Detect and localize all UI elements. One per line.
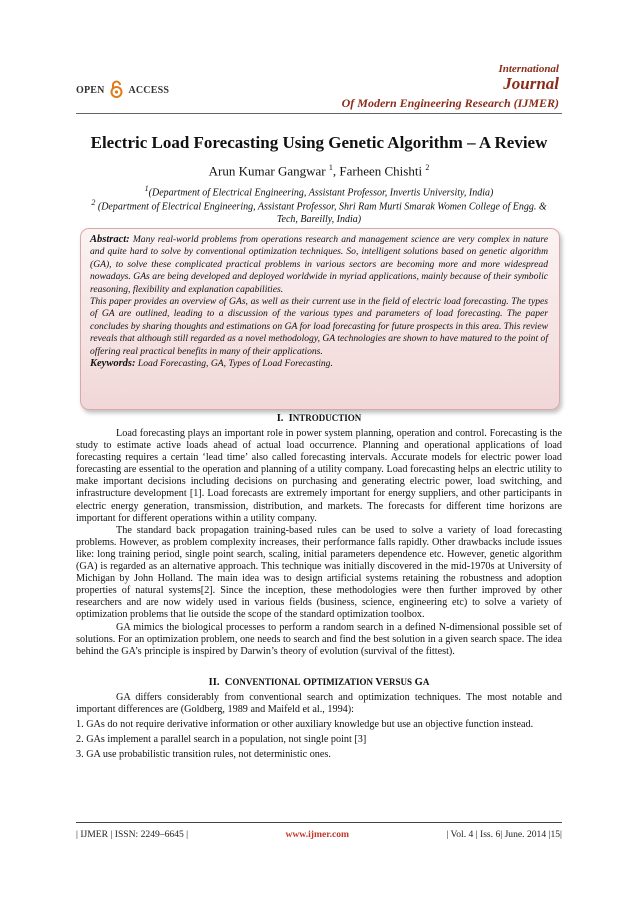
section-1-body <box>76 428 562 658</box>
section-1-cap: I <box>288 413 293 424</box>
open-access-logo <box>76 80 169 101</box>
author-2-sup: 2 <box>425 163 430 172</box>
s2-list-item-3: 3. GA use probabilistic transition rules, not deterministic ones. <box>76 749 331 761</box>
author-2: , Farheen Chishti <box>332 163 426 179</box>
s2-cap-3: V <box>375 677 384 688</box>
s1-paragraph-1: Load forecasting plays an important role in power system planning, operation and control. Forecasting is the study to estimate active loads ahead of actual load occurrence. Planning and operational applications of load forecasting requires a certain ‘lead time’ also called forecasting intervals. Accurate models for electric power load forecasting are essential to the operation and planning of a utility company. Load forecasting helps an electric utility to make important decisions including decisions on purchasing and generating electric power, load switching, and infrastructure development [1]. Load forecasts are extremely important for energy suppliers, and other participants in electric energy generation, transmission, distribution, and markets. The forecasts for different time horizons are important for different operations within a utility company. <box>76 428 562 524</box>
footer-divider <box>76 822 562 823</box>
footer-volume: | Vol. 4 | Iss. 6| June. 2014 |15| <box>446 829 562 840</box>
s2-cap-2: O <box>302 677 312 688</box>
journal-subtitle: Of Modern Engineering Research (IJMER) <box>341 96 559 110</box>
s2-word-3: ERSUS <box>383 677 413 687</box>
paper-title: Electric Load Forecasting Using Genetic Algorithm – A Review <box>90 133 548 152</box>
journal-title: Journal <box>503 74 559 93</box>
s2-cap-4: G <box>414 677 423 688</box>
footer-website-link[interactable]: www.ijmer.com <box>285 829 350 840</box>
section-2-heading <box>76 677 562 688</box>
s2-word-2: PTIMIZATION <box>311 677 373 687</box>
s2-word-4: A <box>422 677 430 687</box>
section-1-title: NTRODUCTION <box>292 413 362 423</box>
section-1-heading <box>76 413 562 424</box>
section-2-num: II. <box>208 677 220 688</box>
s1-paragraph-2: The standard back propagation training-based rules can be used to solve a variety of load forecasting problems. However, as problem complexity increases, their performance falls rapidly. Other drawbacks include issues like: long training period, single point search, scaling, initial parameters dependence etc. However, genetic algorithm (GA) is regarded as an alternative approach. This technique was initially discovered in the mid-1970s at University of Michigan by John Holland. The main idea was to design artificial systems retaining the robustness and adoption properties of natural systems[2]. Since the inception, these methodologies were then further improved by other researchers and are now widely used in various fields (business, science, engineering etc) to solve a variety of optimization problems that lie outside the scope of the standard optimization toolbox. <box>76 524 562 621</box>
aff1-sup: 1 <box>144 184 149 193</box>
aff2-text: (Department of Electrical Engineering, Assistant Professor, Shri Ram Murti Smarak Women College of Engg. & Tech, Bareilly, India) <box>95 201 547 226</box>
open-label: OPEN <box>76 84 105 96</box>
access-label: ACCESS <box>128 84 170 96</box>
abstract-label: Abstract: <box>90 234 130 245</box>
s2-list-item-2: 2. GAs implement a parallel search in a population, not single point [3] <box>76 734 367 746</box>
abstract-para-1 <box>90 234 548 296</box>
keywords-label: Keywords: <box>90 358 136 370</box>
aff2-sup: 2 <box>91 198 96 207</box>
s2-word-1: ONVENTIONAL <box>232 677 301 687</box>
aff1-text: (Department of Electrical Engineering, Assistant Professor, Invertis University, India) <box>148 187 494 199</box>
author-1: Arun Kumar Gangwar <box>208 163 329 179</box>
header-divider <box>76 113 562 114</box>
s2-cap-1: C <box>224 677 233 688</box>
section-2-body <box>76 692 562 761</box>
author-line <box>60 163 578 179</box>
open-lock-icon <box>110 80 123 101</box>
s2-list-item-1: 1. GAs do not require derivative information or other auxiliary knowledge but use an objective function instead. <box>76 719 534 731</box>
s1-paragraph-3: GA mimics the biological processes to perform a random search in a defined N-dimensional possible set of solutions. For an optimization problem, one needs to search and find the best solution in a given search space. The idea behind the GA’s principle is inspired by Darwin’s theory of evolution (survival of the fittest). <box>76 621 562 657</box>
s2-paragraph-1: GA differs considerably from conventional search and optimization techniques. The most notable and important differences are (Goldberg, 1989 and Maifeld et al., 1994): <box>76 692 562 716</box>
abstract-p2: This paper provides an overview of GAs, as well as their current use in the field of electric load forecasting. The types of GA are outlined, leading to a discussion of the various types and parameters of load forecasting. The paper concludes by sharing thoughts and estimations on GA for load forecasting for future prospects in this area. This review reveals that although still regarded as a novel methodology, GA technologies are shown to have matured to the point of offering real practical benefits in many of their applications. <box>90 296 548 357</box>
affiliation-2 <box>80 196 558 226</box>
footer-issn: | IJMER | ISSN: 2249–6645 | <box>76 829 189 840</box>
journal-international: International <box>498 63 559 75</box>
section-1-num: I. <box>276 413 284 424</box>
author-1-sup: 1 <box>328 163 333 172</box>
keywords-text: Load Forecasting, GA, Types of Load Forecasting. <box>135 358 333 370</box>
keywords-para <box>90 358 548 370</box>
abstract-text <box>90 234 548 370</box>
page-footer <box>76 829 562 840</box>
abstract-p1: Many real-world problems from operations research and management science are very complex in nature and quite hard to solve by conventional optimization techniques. So, intelligent solutions based on genetic algorithm (GA), to solve these complicated practical problems in various sectors are becoming more and more widespread nowadays. GAs are being developed and deployed worldwide in myriad applications, mainly because of their symbolic reasoning, flexibility and explanation capabilities. <box>90 234 548 295</box>
